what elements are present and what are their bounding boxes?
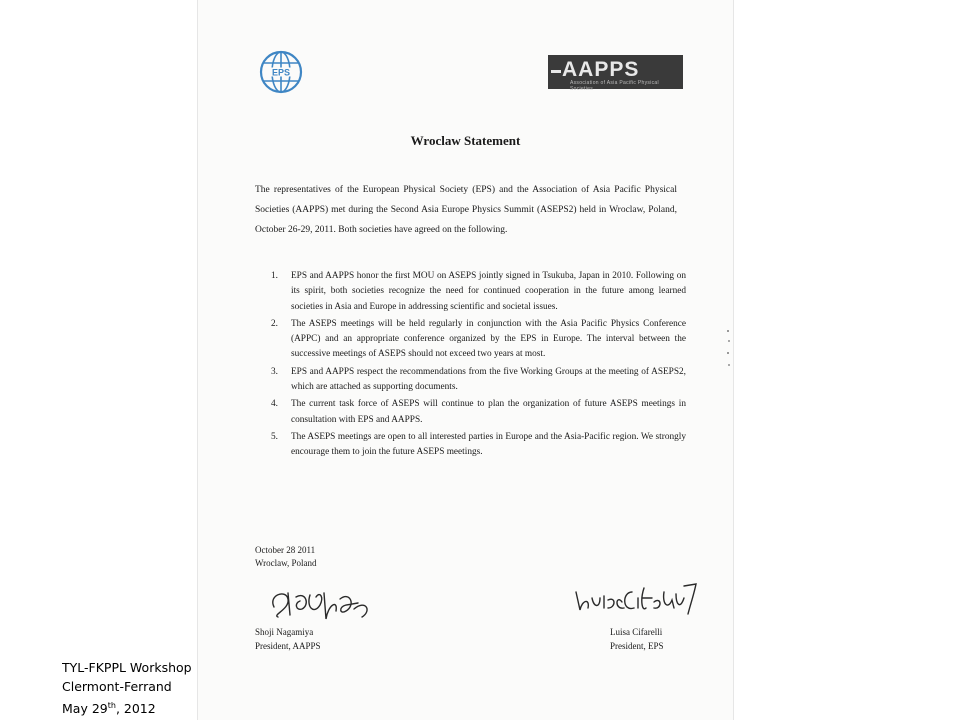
document-heading: Wroclaw Statement: [410, 133, 521, 148]
eps-logo-text: EPS: [271, 67, 291, 78]
item-number: 1.: [271, 271, 278, 281]
scan-artifact: [727, 330, 730, 370]
item-number: 2.: [271, 318, 278, 329]
item-number: 5.: [271, 431, 278, 442]
footer-date: [62, 696, 197, 718]
item-text: The ASEPS meetings will be held regularly in conjunction with the Asia Pacific Physics Conference (APPC) and an appropriate conference organized by the EPS in Europe. The interval between the successive meetings of ASEPS should not exceed two years at most.: [291, 318, 686, 360]
slide-footer: [62, 658, 197, 718]
signature-nagamiya: [266, 585, 376, 623]
item-text: The current task force of ASEPS will continue to plan the organization of future ASEPS meetings in consultation with EPS and AAPPS.: [291, 399, 686, 425]
item-text: EPS and AAPPS honor the first MOU on ASEPS jointly signed in Tsukuba, Japan in 2010. Following on its spirit, both societies recognize the need for continued cooperation in the future among learned societies in Asia and Europe in addressing scientific and societal issues.: [291, 271, 686, 312]
signature-cifarelli: [572, 578, 707, 620]
statement-list: [271, 269, 686, 463]
aapps-logo: [548, 55, 683, 92]
footer-date-sup: th: [107, 701, 116, 710]
list-item: [271, 269, 686, 315]
statement-place: Wroclaw, Poland: [255, 558, 317, 568]
footer-date-prefix: May 29: [62, 701, 108, 717]
signatory-title: President, EPS: [610, 641, 664, 651]
item-number: 3.: [271, 366, 278, 377]
list-item: [271, 317, 686, 363]
signatory-left: [255, 625, 321, 653]
aapps-logo-dash: [551, 70, 561, 73]
footer-date-suffix: , 2012: [115, 701, 156, 717]
eps-logo: [259, 50, 303, 94]
signatory-name: Shoji Nagamiya: [255, 627, 314, 637]
item-text: The ASEPS meetings are open to all interested parties in Europe and the Asia-Pacific region. We strongly encourage them to join the future ASEPS meetings.: [291, 431, 686, 458]
list-item: [271, 365, 686, 396]
date-place: [255, 544, 317, 570]
item-number: 4.: [271, 399, 278, 410]
footer-location: Clermont-Ferrand: [62, 679, 172, 694]
footer-event: TYL-FKPPL Workshop: [62, 660, 192, 675]
statement-date: October 28 2011: [255, 545, 316, 555]
signatory-title: President, AAPPS: [255, 641, 321, 651]
signatory-name: Luisa Cifarelli: [610, 627, 663, 637]
intro-paragraph: The representatives of the European Physical Society (EPS) and the Association of Asia Pacific Physical Societies (AAPPS) met during the Second Asia Europe Physics Summit (ASEPS2) held in Wroclaw, Poland, October 26-29, 2011. Both societies have agreed on the following.: [255, 185, 677, 235]
scanned-document: [197, 0, 734, 720]
list-item: [271, 430, 686, 461]
aapps-logo-subtitle: Association of Asia Pacific Physical Societies: [570, 80, 659, 92]
list-item: [271, 397, 686, 428]
item-text: EPS and AAPPS respect the recommendations from the five Working Groups at the meeting of ASEPS2, which are attached as supporting documents.: [291, 366, 686, 393]
aapps-logo-text: AAPPS: [562, 58, 640, 81]
signatory-right: [610, 625, 664, 653]
